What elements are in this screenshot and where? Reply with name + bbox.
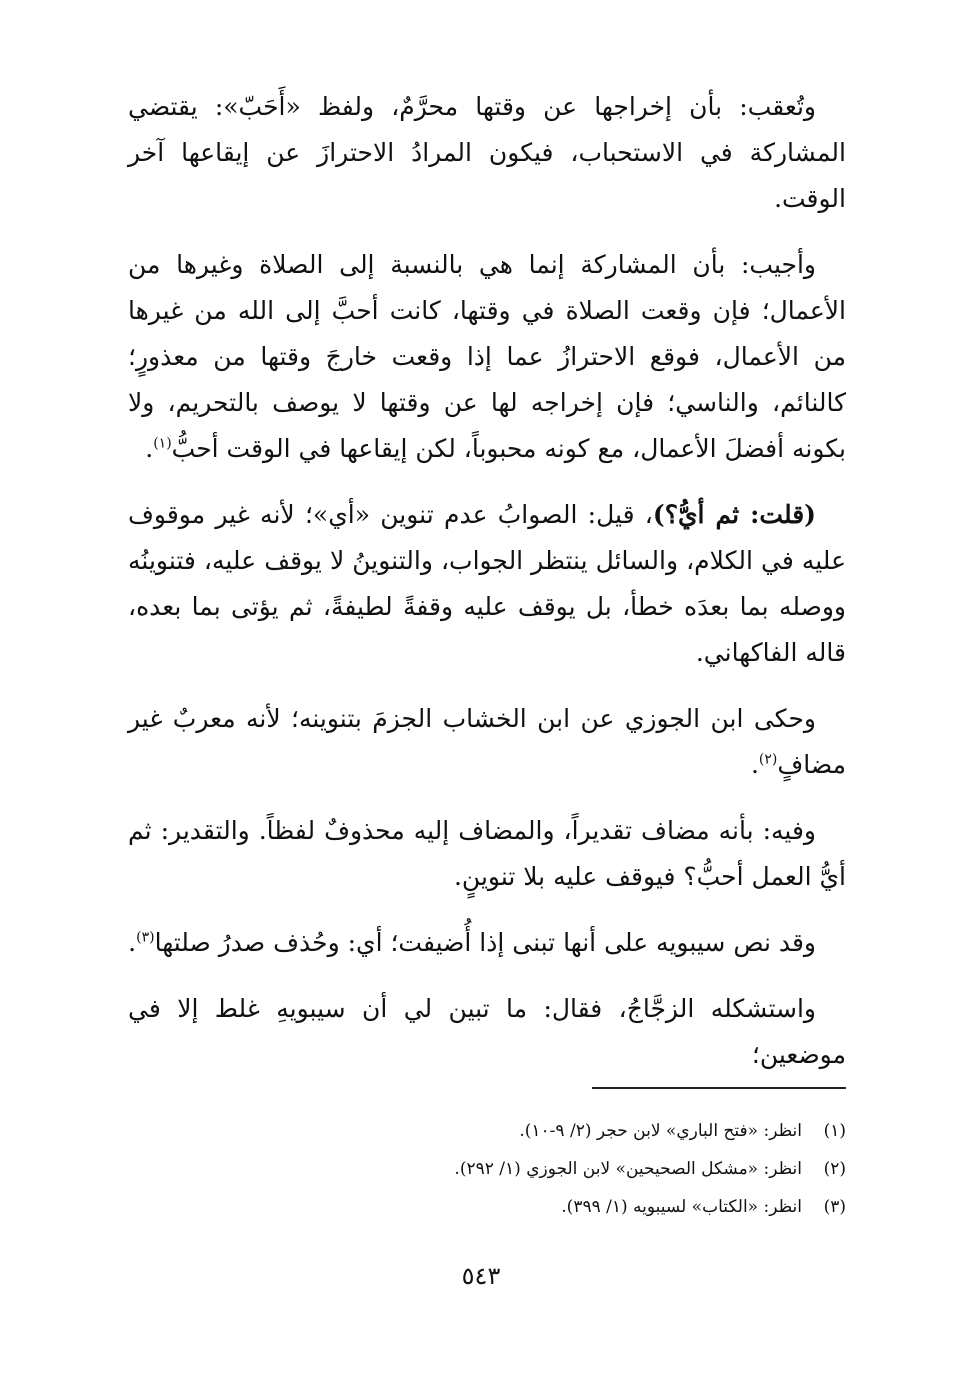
paragraph-7: [128, 986, 846, 1078]
paragraph-5-text: وفيه: بأنه مضاف تقديراً، والمضاف إليه محذوفٌ لفظاً. والتقدير: ثم أيُّ العمل أحبُّ؟ فيوقف عليه بلا تنوينٍ.: [128, 816, 846, 891]
footnote-text: انظر: «الكتاب» لسيبويه (١/ ٣٩٩).: [561, 1197, 802, 1217]
paragraph-4-text: وحكى ابن الجوزي عن ابن الخشاب الجزمَ بتنوينه؛ لأنه معربٌ غير مضافٍ: [128, 704, 846, 779]
footnote-3: [206, 1188, 846, 1226]
footnote-ref-3[interactable]: (٣): [136, 929, 155, 946]
paragraph-2: [128, 242, 846, 472]
footnote-ref-2[interactable]: (٢): [758, 751, 778, 768]
paragraph-3-text: ، قيل: الصوابُ عدم تنوين «أي»؛ لأنه غير موقوف عليه في الكلام، والسائل ينتظر الجواب، والتنوينُ لا يوقف عليه، فتنوينُه ووصله بما بعدَه خطأ، بل يوقف عليه وقفةً لطيفةً، ثم يؤتى بما بعده، قاله الفاكهاني.: [128, 500, 846, 667]
footnote-number: (٣): [823, 1197, 846, 1217]
page-number: ٥٤٣: [461, 1262, 501, 1290]
paragraph-6-text: وقد نص سيبويه على أنها تبنى إذا أُضيفت؛ أي: وحُذف صدرُ صلتها: [154, 928, 816, 957]
footnote-divider: [592, 1087, 846, 1089]
paragraph-6-tail: .: [128, 928, 137, 957]
footnotes: [206, 1112, 846, 1226]
paragraph-4: [128, 696, 846, 788]
footnote-text: انظر: «فتح الباري» لابن حجر (٢/ ٩-١٠).: [519, 1121, 802, 1141]
paragraph-1: [128, 84, 846, 222]
footnote-number: (٢): [823, 1159, 846, 1179]
footnote-1: [206, 1112, 846, 1150]
footnote-ref-1[interactable]: (١): [153, 435, 172, 452]
paragraph-3-heading: (قلت: ثم أيُّ؟): [652, 500, 817, 529]
paragraph-5: [128, 808, 846, 900]
footnote-text: انظر: «مشكل الصحيحين» لابن الجوزي (١/ ٢٩٢).: [454, 1159, 802, 1179]
paragraph-4-tail: .: [750, 750, 759, 779]
paragraph-6: [128, 920, 846, 966]
paragraph-2-tail: .: [145, 434, 154, 463]
footnote-2: [206, 1150, 846, 1188]
main-text: [128, 84, 846, 1098]
footnote-number: (١): [823, 1121, 846, 1141]
paragraph-1-text: وتُعقب: بأن إخراجها عن وقتها محرَّمٌ، ولفظ «أَحَبّ»: يقتضي المشاركة في الاستحباب، فيكون المرادُ الاحترازَ عن إيقاعها آخر الوقت.: [128, 92, 846, 213]
paragraph-2-text: وأجيب: بأن المشاركة إنما هي بالنسبة إلى الصلاة وغيرها من الأعمال؛ فإن وقعت الصلاة في وقتها، كانت أحبَّ إلى الله من غيرها من الأعمال، فوقع الاحترازُ عما إذا وقعت خارجَ وقتها من معذورٍ؛ كالنائم، والناسي؛ فإن إخراجه لها عن وقتها لا يوصف بالتحريم، ولا بكونه أفضلَ الأعمال، مع كونه محبوباً، لكن إيقاعها في الوقت أحبُّ: [128, 250, 846, 463]
paragraph-3: [128, 492, 846, 676]
paragraph-7-text: واستشكله الزجَّاجُ، فقال: ما تبين لي أن سيبويهِ غلط إلا في موضعين؛: [128, 994, 846, 1069]
